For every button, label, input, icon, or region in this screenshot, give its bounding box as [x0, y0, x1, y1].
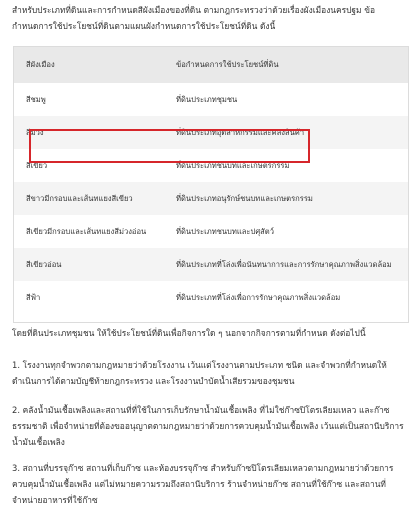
table-row-green-purple-hatch — [14, 215, 408, 248]
header-color: สีผังเมือง — [26, 60, 55, 69]
table-row-purple — [14, 116, 408, 149]
row-color: สีฟ้า — [26, 292, 41, 302]
paragraph-item-1: 1. โรงงานทุกจำพวกตามกฎหมายว่าด้วยโรงงาน เว้นแต่โรงงานตามประเภท ชนิด และจำพวกที่กำหนดให้ดำเนินการได้ตามบัญชีท้ายกฎกระทรวง และโรงงานบำบัดน้ำเสียรวมของชุมชน — [12, 360, 387, 386]
row-color: สีขาวมีกรอบและเส้นทแยงสีเขียว — [26, 193, 133, 203]
table-header — [14, 47, 408, 83]
table-row-light-green — [14, 248, 408, 281]
row-color: สีม่วง — [26, 127, 44, 137]
row-land-use: ที่ดินประเภทที่โล่งเพื่อการรักษาคุณภาพสิ่งแวดล้อม — [176, 292, 341, 302]
row-land-use: ที่ดินประเภทอนุรักษ์ชนบทและเกษตรกรรม — [176, 193, 313, 203]
table-row-pink — [14, 83, 408, 116]
row-land-use: ที่ดินประเภทอุตสาหกรรมและคลังสินค้า — [176, 127, 305, 137]
row-land-use: ที่ดินประเภทชนบทและปศุสัตว์ — [176, 226, 274, 236]
row-land-use: ที่ดินประเภทชุมชน — [176, 94, 238, 104]
row-color: สีชมพู — [26, 94, 46, 104]
row-land-use: ที่ดินประเภทที่โล่งเพื่อนันทนาการและการรักษาคุณภาพสิ่งแวดล้อม — [176, 259, 392, 269]
table-row-light-blue — [14, 281, 408, 314]
row-color: สีเขียว — [26, 160, 48, 170]
row-color: สีเขียวอ่อน — [26, 259, 62, 269]
table-row-green — [14, 149, 408, 182]
header-land-use: ข้อกำหนดการใช้ประโยชน์ที่ดิน — [176, 60, 279, 69]
row-land-use: ที่ดินประเภทชนบทและเกษตรกรรม — [176, 160, 290, 170]
row-color: สีเขียวมีกรอบและเส้นทแยงสีม่วงอ่อน — [26, 226, 147, 236]
paragraph-item-3: 3. สถานที่บรรจุก๊าซ สถานที่เก็บก๊าซ และห้องบรรจุก๊าซ สำหรับก๊าซปิโตรเลียมเหลวตามกฎหมายว่าด้วยการควบคุมน้ำมันเชื้อเพลิง แต่ไม่หมายความรวมถึงสถานีบริการ ร้านจำหน่ายก๊าซ สถานที่ใช้ก๊าซ และสถานที่จำหน่ายอาหารที่ใช้ก๊าซ — [12, 463, 394, 505]
paragraph-community-land: โดยที่ดินประเภทชุมชน ให้ใช้ประโยชน์ที่ดินเพื่อกิจการใด ๆ นอกจากกิจการตามที่กำหนด ดังต่อไปนี้ — [12, 328, 366, 338]
intro-paragraph: สำหรับประเภทที่ดินและการกำหนดสีผังเมืองของที่ดิน ตามกฎกระทรวงว่าด้วยเรื่องผังเมืองนครปฐม ข้อกำหนดการใช้ประโยชน์ที่ดินตามแผนผังกำหนดการใช้ประโยชน์ที่ดิน ดังนี้ — [12, 5, 375, 31]
zoning-table — [13, 46, 409, 323]
table-row-white-green-hatch — [14, 182, 408, 215]
paragraph-item-2: 2. คลังน้ำมันเชื้อเพลิงและสถานที่ที่ใช้ในการเก็บรักษาน้ำมันเชื้อเพลิง ที่ไม่ใช่ก๊าซปิโตรเลียมเหลว และก๊าซธรรมชาติ เพื่อจำหน่ายที่ต้องขออนุญาตตามกฎหมายว่าด้วยการควบคุมน้ำมันเชื้อเพลิง เว้นแต่เป็นสถานีบริการน้ำมันเชื้อเพลิง — [12, 405, 404, 447]
